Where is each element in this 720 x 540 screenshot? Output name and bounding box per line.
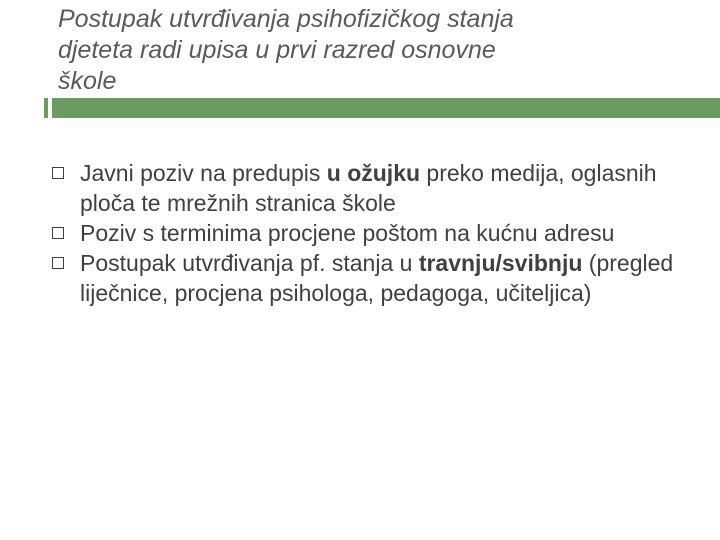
title-accent-bar [44,98,720,118]
bullet-text: Poziv s terminima procjene poštom na kućnu adresu [80,220,615,246]
square-bullet-icon [52,227,64,239]
bullet-text-bold: u ožujku [326,160,421,186]
bullet-text: Postupak utvrđivanja pf. stanja u [80,250,419,276]
bullet-text: Javni poziv na predupis [80,160,327,186]
accent-bar-stripe [44,98,48,118]
list-item [52,248,692,308]
list-item [52,218,692,248]
square-bullet-icon [52,257,64,269]
slide-title-line: djeteta radi upisa u prvi razred osnovne [58,36,496,64]
accent-bar-fill [52,98,720,118]
square-bullet-icon [52,167,64,179]
bullet-text: (pregled liječnice, procjena psihologa, pedagoga, učiteljica) [80,250,674,306]
slide-title [58,4,658,97]
slide-title-line: Postupak utvrđivanja psihofizičkog stanja [58,5,514,33]
bullet-text: preko medija, oglasnih ploča te mrežnih stranica škole [80,160,657,216]
bullet-text-bold: travnju/svibnju [418,250,583,276]
slide-title-line: škole [58,67,117,95]
bullet-list [52,158,692,308]
list-item [52,158,692,218]
